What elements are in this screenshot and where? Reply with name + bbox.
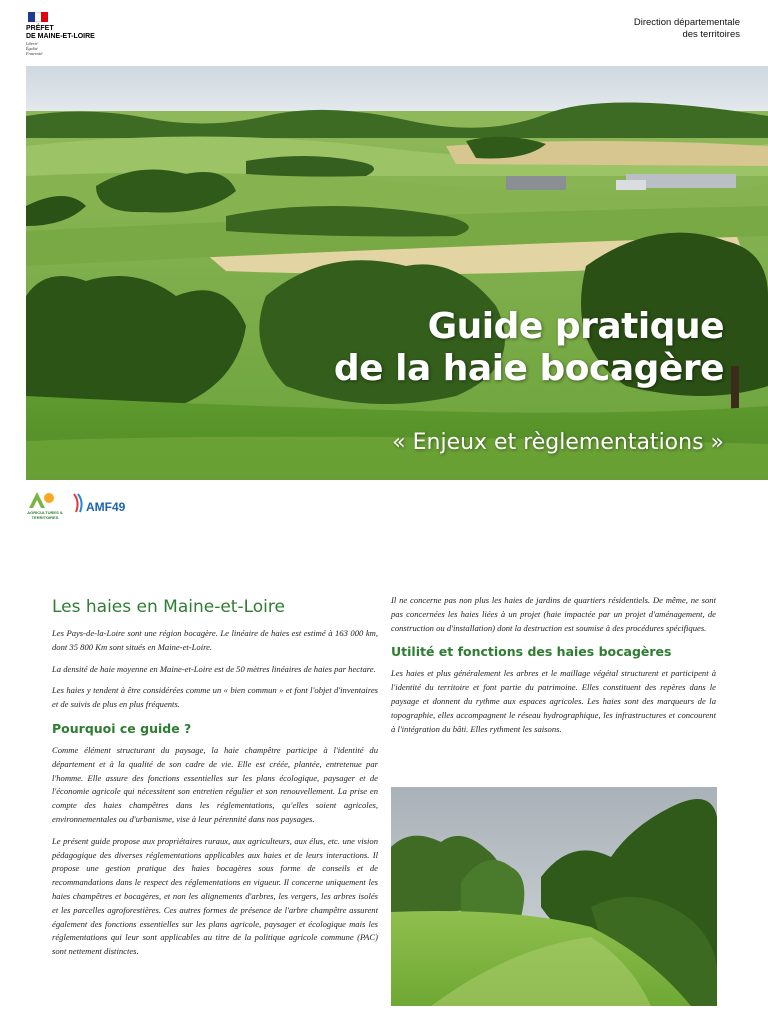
direction-label bbox=[634, 17, 740, 41]
hedge-path-photo bbox=[391, 787, 717, 1006]
left-column bbox=[52, 596, 378, 967]
guide-title bbox=[334, 306, 724, 390]
guide-subtitle: « Enjeux et règlementations » bbox=[392, 430, 724, 455]
agricultures-territoires-logo bbox=[25, 488, 65, 530]
partner2-label: AMF49 bbox=[86, 500, 126, 514]
amf49-logo bbox=[70, 490, 126, 526]
heading-haies-maine-et-loire: Les haies en Maine-et-Loire bbox=[52, 597, 285, 617]
heading-pourquoi-ce-guide: Pourquoi ce guide ? bbox=[52, 720, 192, 736]
paragraph: Comme élément structurant du paysage, la haie champêtre participe à l'identité du département et à la qualité de son cadre de vie. Elle est créée, plantée, entretenue par l'homme. Elle assure des fonctions essentielles sur les plans écologique, paysager et de l'économie agricole qui nécessitent son entretien régulier et son renouvellement. La prise en compte des haies champêtres dans les réglementations, qu'elles soient agricoles, environnementales ou d'urbanisme, vise à leur pérennité dans nos paysages. bbox=[52, 744, 378, 824]
paragraph: Les Pays-de-la-Loire sont une région bocagère. Le linéaire de haies est estimé à 163 000 km, dont 35 800 Km sont situés en Maine-et-Loire. bbox=[52, 628, 378, 652]
republic-motto: Liberté Égalité Fraternité bbox=[26, 41, 43, 56]
guide-title-line-2: de la haie bocagère bbox=[333, 348, 724, 389]
french-flag-icon bbox=[28, 12, 48, 22]
paragraph: Le présent guide propose aux propriétaires ruraux, aux agriculteurs, aux élus, etc. une vision pédagogique des diverses réglementations applicables aux haies et de leurs interactions. Il propose une gestion pratique des haies bocagères sous forme de conseils et de recommandations dans le respect des réglementations en vigueur. Il concerne uniquement les haies champêtres et bocagères, et non les alignements d'arbres, les vergers, les arbres isolés et les parcelles agroforestières. Ces autres formes de présence de l'arbre champêtre assurent également des fonctions essentielles sur les plans agricole, paysager et écologique mais les réglementations qui leur sont applicables au titre de la politique agricole commune (PAC) sont nettement distinctes. bbox=[52, 835, 378, 957]
paragraph: La densité de haie moyenne en Maine-et-Loire est de 50 mètres linéaires de haies par hectare. bbox=[52, 663, 376, 674]
paragraph: Les haies et plus généralement les arbres et le maillage végétal structurent et participent à l'identité du territoire et font partie du patrimoine. Elles constituent des repères dans le paysage et donnent du rythme aux espaces agricoles. Les haies sont des marqueurs de la topographie, elles accompagnent le réseau hydrographique, les infrastructures et concourent à l'intégration du bâti. Elles rythment les saisons. bbox=[391, 668, 716, 734]
hero-landscape-photo bbox=[26, 66, 768, 480]
partner1-label: AGRICULTURES & TERRITOIRES bbox=[27, 510, 63, 520]
guide-title-line-1: Guide pratique bbox=[427, 306, 724, 347]
prefet-title: PRÉFET DE MAINE-ET-LOIRE bbox=[26, 25, 95, 40]
paragraph: Les haies y tendent à être considérées comme un « bien commun » et font l'objet d'inventaires et de suivis de plus en plus fréquents. bbox=[52, 685, 378, 710]
right-column bbox=[391, 594, 716, 744]
paragraph: Il ne concerne pas non plus les haies de jardins de quartiers résidentiels. De même, ne sont pas concernées les haies liées à un projet (haie impactée par un projet d'aménagement, de construction ou d'installation) dont la destruction est soumise à des procédures spécifiques. bbox=[391, 595, 716, 633]
direction-line-2: des territoires bbox=[682, 29, 740, 40]
heading-utilite-fonctions: Utilité et fonctions des haies bocagères bbox=[391, 644, 672, 660]
prefecture-logo bbox=[26, 12, 116, 58]
landscape-illustration bbox=[26, 66, 768, 480]
direction-line-1: Direction départementale bbox=[633, 17, 740, 28]
